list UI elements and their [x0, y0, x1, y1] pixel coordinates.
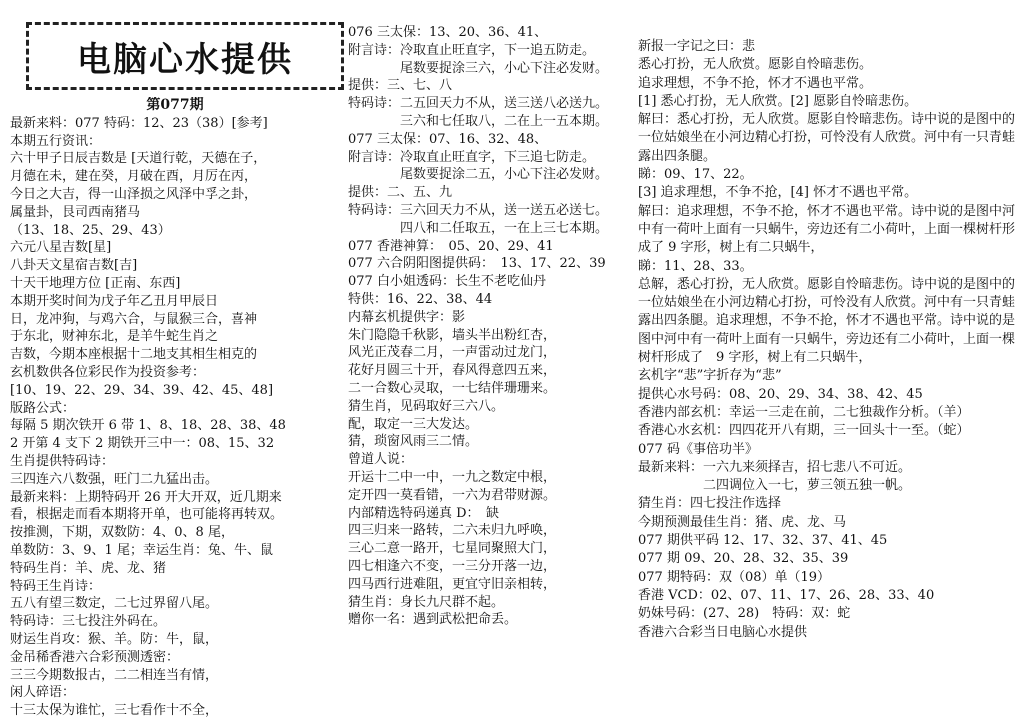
col2-text-line: 四三归来一路转，二六未归九呼唤， [348, 523, 557, 539]
col1-text-line: 八卦天文星宿吉数[吉] [10, 258, 138, 274]
col3-text-line: 睇：09、17、22。 [638, 167, 753, 183]
col1-text-line: 于东北，财神东北，是羊牛蛇生肖之 [10, 329, 219, 345]
col3-text-line: 提供心水号码：08、20、29、34、38、42、45 [638, 386, 923, 402]
col2-text-line: 特供：16、22、38、44 [348, 291, 493, 307]
col1-text-line: （13、18、25、29、43） [10, 222, 171, 238]
col1-text-line: 日，龙冲狗，与鸡六合，与鼠猴三合，喜神 [10, 311, 258, 327]
column-left-lines [10, 115, 340, 720]
col3-text-line: 077 码《事倍功半》 [638, 441, 758, 457]
col2-text-line: 猜生肖，见码取好三六八。 [348, 398, 505, 414]
col1-text-line: 最新来料：上期特码开 26 开大开双，近几期来 [10, 489, 282, 505]
col2-text-line: 风光正茂春二月，一声雷动过龙门， [348, 345, 557, 361]
col2-text-line: 尾数要捉涂二五，小心下注必发财。 [348, 167, 609, 183]
col1-text-line: 六十甲子日辰吉数是 [天道行乾，天德在子， [10, 151, 267, 167]
col3-text-line: 香港 VCD：02、07、11、17、26、28、33、40 [638, 587, 935, 603]
col2-text-line: 定开四一莫看错，一六为君带财源。 [348, 487, 557, 503]
col2-text-line: 提供：二、五、九 [348, 185, 453, 201]
col1-text-line: 按推测，下期，双数防：4、0、8 尾， [10, 525, 234, 541]
col1-text-line: 最新来料：077 特码：12、23（38）[参考] [10, 115, 268, 131]
column-middle [348, 24, 636, 629]
col1-text-line: [10、19、22、29、34、39、42、45、48] [10, 382, 274, 398]
column-right [638, 38, 1022, 642]
col1-text-line: 每隔 5 期次铁开 6 带 1、8、18、28、38、48 [10, 418, 286, 434]
col3-text-line: 今期预测最佳生肖：猪、虎、龙、马 [638, 514, 847, 530]
column-middle-lines [348, 24, 636, 629]
col1-text-line: 十天干地理方位 [正南、东西] [10, 275, 181, 291]
col2-text-line: 内部精选特码递真 D： 缺 [348, 505, 500, 521]
col3-text-line: 追求理想，不争不抢，怀才不遇也平常。 [638, 75, 873, 91]
col1-text-line: 十三太保为谁忙，三七看作十不全， [10, 703, 219, 719]
col2-text-line: 特码诗：二五回天力不从，送三送八必送九。 [348, 96, 609, 112]
col2-text-line: 尾数要捉涂三六，小心下注必发财。 [348, 60, 609, 76]
col3-text-line: 香港心水玄机：四四花开八有期，三一回头十一至。（蛇） [638, 423, 970, 439]
col2-text-line: 赠你一名：遇到武松把命丢。 [348, 612, 518, 628]
col2-text-line: 077 三太保：07、16、32、48、 [348, 131, 548, 147]
col2-text-line: 077 六合阴阳图提供码： 13、17、22、39 [348, 256, 606, 272]
page-title: 电脑心水提供 [77, 39, 293, 80]
col3-text-line: 解曰：追求理想，不争不抢，怀才不遇也平常。诗中说的是图中河中有一荷叶上面有一只蜗牛，旁边还有二小荷叶，上面一棵树杆形成了 9 字形，树上有二只蜗牛， [638, 203, 1016, 256]
col3-text-line: 077 期特码：双（08）单（19） [638, 569, 831, 585]
col3-text-line: 香港六合彩当日电脑心水提供 [638, 624, 808, 640]
col1-text-line: 月德在未，建在癸，月破在酉，月厉在丙， [10, 169, 258, 185]
col1-text-line: 特码王生肖诗： [10, 578, 102, 594]
col2-text-line: 猜生肖：身长九尺群不起。 [348, 594, 505, 610]
col3-text-line: 077 期供平码 12、17、32、37、41、45 [638, 533, 888, 549]
issue-number: 第077期 [146, 97, 204, 113]
col1-text-line: 闲人碎语： [10, 685, 76, 701]
col2-text-line: 077 香港神算： 05、20、29、41 [348, 238, 554, 254]
col1-text-line: 今日之大吉，得一山泽损之风泽中孚之卦， [10, 186, 258, 202]
col2-text-line: 配，取定一三大发达。 [348, 416, 479, 432]
col1-text-line: 三四连六八数强，旺门二九猛出击。 [10, 471, 219, 487]
col1-text-line: 特码生肖：羊、虎、龙、猪 [10, 560, 167, 576]
col1-text-line: 财运生肖攻：猴、羊。防：牛，鼠， [10, 631, 219, 647]
col3-text-line: 二四调位入一七，萝三领五独一帆。 [638, 478, 912, 494]
col1-text-line: 吉数，今期本座根据十二地支其相生相克的 [10, 347, 258, 363]
col1-text-line: 金吊稀香港六合彩预测透密： [10, 649, 180, 665]
col1-text-line: 属量卦，艮司西南猪马 [10, 204, 141, 220]
col1-text-line: 玄机数供各位彩民作为投资参考： [10, 364, 206, 380]
col2-text-line: 四七相逢六不变，一三分开落一边， [348, 558, 557, 574]
col2-text-line: 内幕玄机提供字：影 [348, 309, 466, 325]
col3-text-line: [1] 悉心打扮，无人欣赏。[2] 愿影自怜暗悲伤。 [638, 93, 918, 109]
col2-text-line: 二一合数心灵取，一七结伴珊珊来。 [348, 380, 557, 396]
col3-text-line: 077 期 09、20、28、32、35、39 [638, 551, 849, 567]
col2-text-line: 077 白小姐透码：长生不老吃仙丹 [348, 274, 546, 290]
col2-text-line: 四马西行进难阻，更宜守旧亲相转， [348, 576, 557, 592]
col3-text-line: 最新来料：一六九来须择吉，招七悲八不可近。 [638, 459, 912, 475]
col1-text-line: 本期开奖时间为戊子年乙丑月甲辰日 [10, 293, 219, 309]
col3-text-line: 玄机字“悲”字折存为“悲” [638, 368, 782, 384]
column-left [10, 97, 340, 720]
col1-text-line: 三三今期数报古，二二相连当有情， [10, 667, 219, 683]
col3-text-line: 总解，悉心打扮，无人欣赏。愿影自怜暗悲伤。诗中说的是图中的一位姑娘坐在小河边精心打扮，可怜没有人欣赏。河中有一只青蛙露出四条腿。追求理想，不争不抢，怀才不遇也平常。诗中说的是图中河中有一荷叶上面有一只蜗牛，旁边还有二小荷叶，上面一棵树杆形成了 9 字形，树上有二只蜗牛， [638, 276, 1016, 366]
col2-text-line: 猜，琐窗风雨三二情。 [348, 434, 479, 450]
col2-text-line: 朱门隐隐千秋影，墙头半出粉红杏， [348, 327, 557, 343]
col1-text-line: 本期五行资讯： [10, 133, 102, 149]
col1-text-line: 五八有望三数定，二七过界留八尾。 [10, 596, 219, 612]
col2-text-line: 曾道人说： [348, 452, 414, 468]
col3-text-line: 新报一字记之曰：悲 [638, 39, 756, 54]
col2-text-line: 附言诗：冷取直止旺直字，下三追七防走。 [348, 149, 596, 165]
col2-text-line: 提供：三、七、八 [348, 78, 453, 94]
col2-text-line: 开运十二中一中，一九之数定中根， [348, 469, 557, 485]
col2-text-line: 特码诗：三六回天力不从，送一送五必送七。 [348, 202, 609, 218]
col2-text-line: 三六和七任取八，二在上一五本期。 [348, 113, 609, 129]
col3-text-line: 睇：11、28、33。 [638, 258, 753, 274]
col3-text-line: 解曰：悉心打扮，无人欣赏。愿影自怜暗悲伤。诗中说的是图中的一位姑娘坐在小河边精心打扮，可怜没有人欣赏。河中有一只青蛙露出四条腿。 [638, 112, 1016, 164]
col1-text-line: 2 开第 4 支下 2 期铁开三中一：08、15、32 [10, 436, 275, 452]
col2-text-line: 附言诗：冷取直止旺直字，下一追五防走。 [348, 42, 596, 58]
col1-text-line: 看，根据走而看本期将开单，也可能将再转双。 [10, 507, 284, 523]
col1-text-line: 单数防：3、9、1 尾；幸运生肖：兔、牛、鼠 [10, 542, 273, 558]
col3-text-line: 猜生肖：四七投注作选择 [638, 496, 782, 512]
title-box [26, 22, 344, 90]
col3-text-line: [3] 追求理想，不争不抢，[4] 怀才不遇也平常。 [638, 185, 918, 201]
col1-text-line: 版路公式： [10, 400, 76, 416]
col2-text-line: 花好月圆三十开，春风得意四五来， [348, 363, 557, 379]
col1-text-line: 六元八星吉数[星] [10, 240, 112, 256]
col1-text-line: 特码诗：三七投注外码在。 [10, 614, 167, 630]
col3-text-line: 奶妹号码：(27、28) 特码：双：蛇 [638, 606, 851, 622]
col3-text-line: 悉心打扮，无人欣赏。愿影自怜暗悲伤。 [638, 57, 873, 73]
column-right-lines [638, 38, 1022, 642]
col2-text-line: 四八和二任取五，一在上三七本期。 [348, 220, 609, 236]
col2-text-line: 076 三太保：13、20、36、41、 [348, 25, 548, 40]
col1-text-line: 生肖提供特码诗： [10, 453, 115, 469]
col3-text-line: 香港内部玄机：幸运一三走在前，二七独裁作分析。（羊） [638, 404, 970, 420]
col2-text-line: 三心二意一路开，七星同聚照大门， [348, 541, 557, 557]
